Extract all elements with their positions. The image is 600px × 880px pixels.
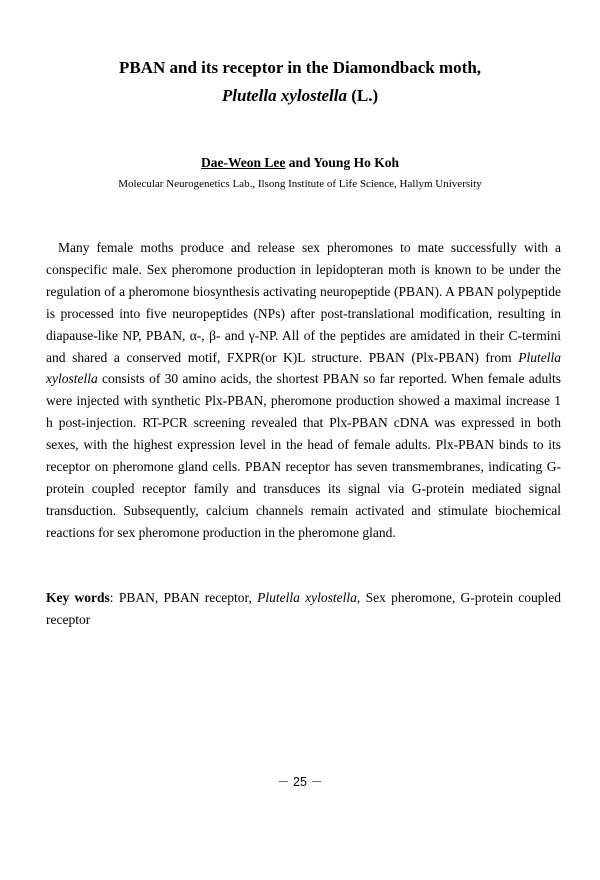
abstract <box>46 237 561 544</box>
keywords-label: Key words <box>46 590 110 605</box>
keywords <box>46 587 561 631</box>
keywords-text-1: : PBAN, PBAN receptor, <box>109 590 258 605</box>
title-text: PBAN and its receptor in the Diamondback moth, <box>118 58 482 77</box>
abstract-text-2: consists of 30 amino acids, the shortest PBAN so far reported. When female adults were injected with synthetic Plx-PBAN, pheromone production showed a maximal increase 1 h post-injection. RT-PCR screening revealed that Plx-PBAN cDNA was expressed in both sexes, with the highest expression level in the head of female adults. Plx-PBAN binds to its receptor on pheromone gland cells. PBAN receptor has seven transmembranes, indicating G-protein coupled receptor family and transduces its signal via G-protein mediated signal transduction. Subsequently, calcium channels remain activated and stimulate biochemical reactions for sex pheromone production in the pheromone gland. <box>46 371 561 540</box>
author-rest: and Young Ho Koh <box>285 155 399 170</box>
paper-title-line1 <box>0 58 600 78</box>
keywords-text-2: Sex pheromone, G-protein coupled receptor <box>46 590 561 627</box>
author-list <box>0 155 600 171</box>
author-first: Dae-Weon Lee <box>201 155 286 170</box>
affiliation: Molecular Neurogenetics Lab., Ilsong Institute of Life Science, Hallym University <box>118 178 482 190</box>
abstract-text-1: Many female moths produce and release sex pheromones to mate successfully with a conspecific male. Sex pheromone production in lepidopteran moth is known to be under the regulation of a pheromone biosynthesis activating neuropeptide (PBAN). A PBAN polypeptide is processed into five neuropeptides (NPs) after post-translational modification, resulting in diapause-like NP, PBAN, α-, β- and γ-NP. All of the peptides are amidated in their C-termini and shared a conserved motif, FXPR(or K)L structure. PBAN (Plx-PBAN) from <box>46 240 561 365</box>
title-species: Plutella xylostella <box>221 86 347 105</box>
title-authority: (L.) <box>346 86 379 105</box>
paper-title-line2 <box>0 86 600 106</box>
page-number: － 25 － <box>277 775 323 789</box>
keywords-species: Plutella xylostella, <box>257 590 361 605</box>
abstract-species: Plutella xylostella <box>46 349 561 387</box>
